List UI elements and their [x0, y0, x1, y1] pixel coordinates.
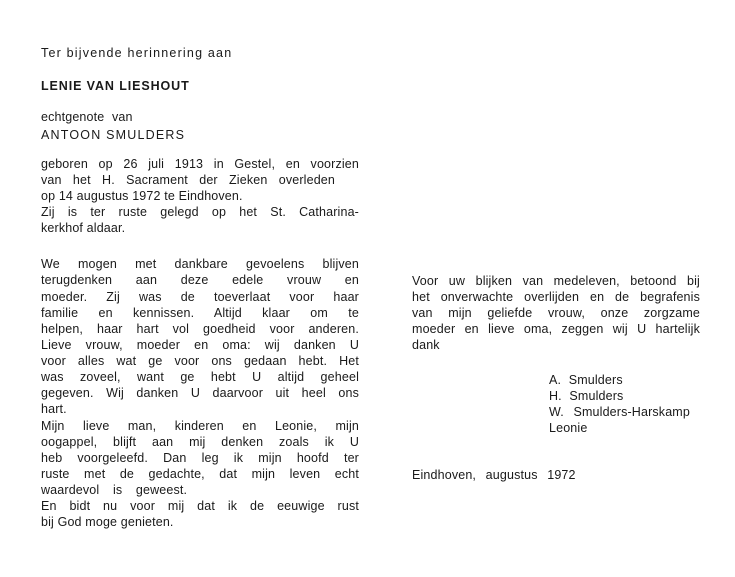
signatory: W. Smulders-Harskamp — [549, 405, 690, 419]
memorial-line: Lieve vrouw, moeder en oma: wij danken U — [41, 338, 359, 352]
memorial-line: heb voorgeleefd. Dan leg ik mijn hoofd ter — [41, 451, 359, 465]
signatory: A. Smulders — [549, 373, 623, 387]
intro-text: Ter bijvende herinnering aan — [41, 46, 233, 60]
place-date: Eindhoven, augustus 1972 — [412, 468, 576, 482]
bio-line: kerkhof aldaar. — [41, 221, 126, 235]
memorial-line: Mijn lieve man, kinderen en Leonie, mijn — [41, 419, 359, 433]
bio-line: op 14 augustus 1972 te Eindhoven. — [41, 189, 243, 203]
spouse-name: ANTOON SMULDERS — [41, 128, 186, 142]
memorial-line: gegeven. Wij danken U daarvoor uit heel ons — [41, 386, 359, 400]
memorial-line: was zoveel, want ge hebt U altijd geheel — [41, 370, 359, 384]
deceased-name: LENIE VAN LIESHOUT — [41, 79, 190, 93]
memorial-line: ruste met de gedachte, dat mijn leven echt — [41, 467, 359, 481]
memorial-line: moeder. Zij was de toeverlaat voor haar — [41, 290, 359, 304]
memorial-line: hart. — [41, 402, 67, 416]
memorial-line: helpen, haar hart vol goedheid voor anderen. — [41, 322, 359, 336]
memorial-line: familie en kennissen. Altijd klaar om te — [41, 306, 359, 320]
signatory: H. Smulders — [549, 389, 624, 403]
thanks-line: van mijn geliefde vrouw, onze zorgzame — [412, 306, 700, 320]
memorial-line: bij God moge genieten. — [41, 515, 174, 529]
bio-line: van het H. Sacrament der Zieken overleden — [41, 173, 335, 187]
memorial-line: waardevol is geweest. — [41, 483, 188, 497]
thanks-line: Voor uw blijken van medeleven, betoond bij — [412, 274, 700, 288]
thanks-line: moeder en lieve oma, zeggen wij U hartelijk — [412, 322, 700, 336]
bio-line: geboren op 26 juli 1913 in Gestel, en voorzien — [41, 157, 359, 171]
thanks-line: het onverwachte overlijden en de begrafenis — [412, 290, 700, 304]
memorial-line: We mogen met dankbare gevoelens blijven — [41, 257, 359, 271]
memorial-line: oogappel, blijft aan mij denken zoals ik U — [41, 435, 359, 449]
signatory: Leonie — [549, 421, 588, 435]
memorial-line: voor alles wat ge voor ons gedaan hebt. Het — [41, 354, 359, 368]
bio-line: Zij is ter ruste gelegd op het St. Catharina- — [41, 205, 359, 219]
memorial-line: En bidt nu voor mij dat ik de eeuwige rust — [41, 499, 359, 513]
spouse-label: echtgenote van — [41, 110, 133, 124]
memorial-line: terugdenken aan deze edele vrouw en — [41, 273, 359, 287]
thanks-line: dank — [412, 338, 440, 352]
